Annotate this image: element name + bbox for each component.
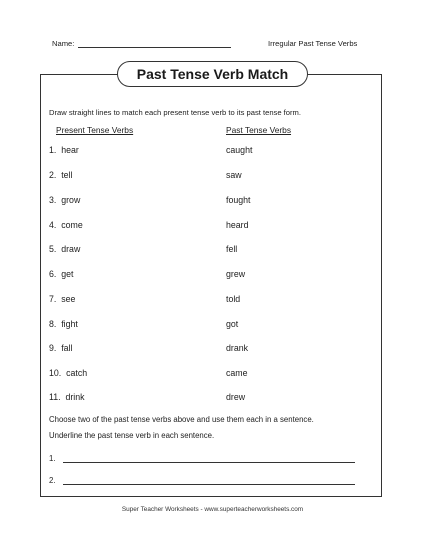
verb-row (49, 319, 379, 331)
underline-instruction: Underline the past tense verb in each sentence. (49, 431, 215, 440)
present-verb: 9. fall (49, 343, 73, 353)
past-verb: heard (226, 220, 249, 230)
verb-row (49, 343, 379, 355)
past-verb: fought (226, 195, 251, 205)
answer-1-line[interactable] (63, 462, 355, 463)
present-verb: 6. get (49, 269, 74, 279)
past-verb: got (226, 319, 239, 329)
sentence-instruction: Choose two of the past tense verbs above and use them each in a sentence. (49, 415, 314, 424)
past-verb: drank (226, 343, 249, 353)
verb-row (49, 145, 379, 157)
name-line[interactable] (78, 47, 231, 48)
worksheet-topic: Irregular Past Tense Verbs (268, 39, 358, 48)
past-verb: came (226, 368, 248, 378)
verb-row (49, 392, 379, 404)
verb-row (49, 244, 379, 256)
present-verb: 8. fight (49, 319, 78, 329)
past-verb: told (226, 294, 241, 304)
past-tense-header: Past Tense Verbs (226, 125, 292, 135)
present-verb: 1. hear (49, 145, 79, 155)
verb-row (49, 294, 379, 306)
name-label: Name: (52, 39, 75, 48)
present-verb: 10. catch (49, 368, 88, 378)
verb-row (49, 170, 379, 182)
page-title: Past Tense Verb Match (136, 66, 289, 82)
present-verb: 5. draw (49, 244, 81, 254)
past-verb: caught (226, 145, 253, 155)
verb-row (49, 195, 379, 207)
present-verb: 7. see (49, 294, 76, 304)
past-verb: grew (226, 269, 246, 279)
present-verb: 3. grow (49, 195, 81, 205)
answer-2-label: 2. (49, 476, 56, 485)
present-tense-header: Present Tense Verbs (56, 125, 134, 135)
answer-2-line[interactable] (63, 484, 355, 485)
verb-row (49, 368, 379, 380)
present-verb: 4. come (49, 220, 83, 230)
answer-1-label: 1. (49, 454, 56, 463)
verb-row (49, 220, 379, 232)
past-verb: drew (226, 392, 246, 402)
title-banner (117, 61, 308, 87)
present-verb: 11. drink (49, 392, 85, 402)
present-verb: 2. tell (49, 170, 73, 180)
footer-credit: Super Teacher Worksheets - www.superteacherworksheets.com (121, 506, 304, 513)
past-verb: fell (226, 244, 238, 254)
instruction-text: Draw straight lines to match each present tense verb to its past tense form. (49, 108, 301, 117)
past-verb: saw (226, 170, 242, 180)
verb-row (49, 269, 379, 281)
